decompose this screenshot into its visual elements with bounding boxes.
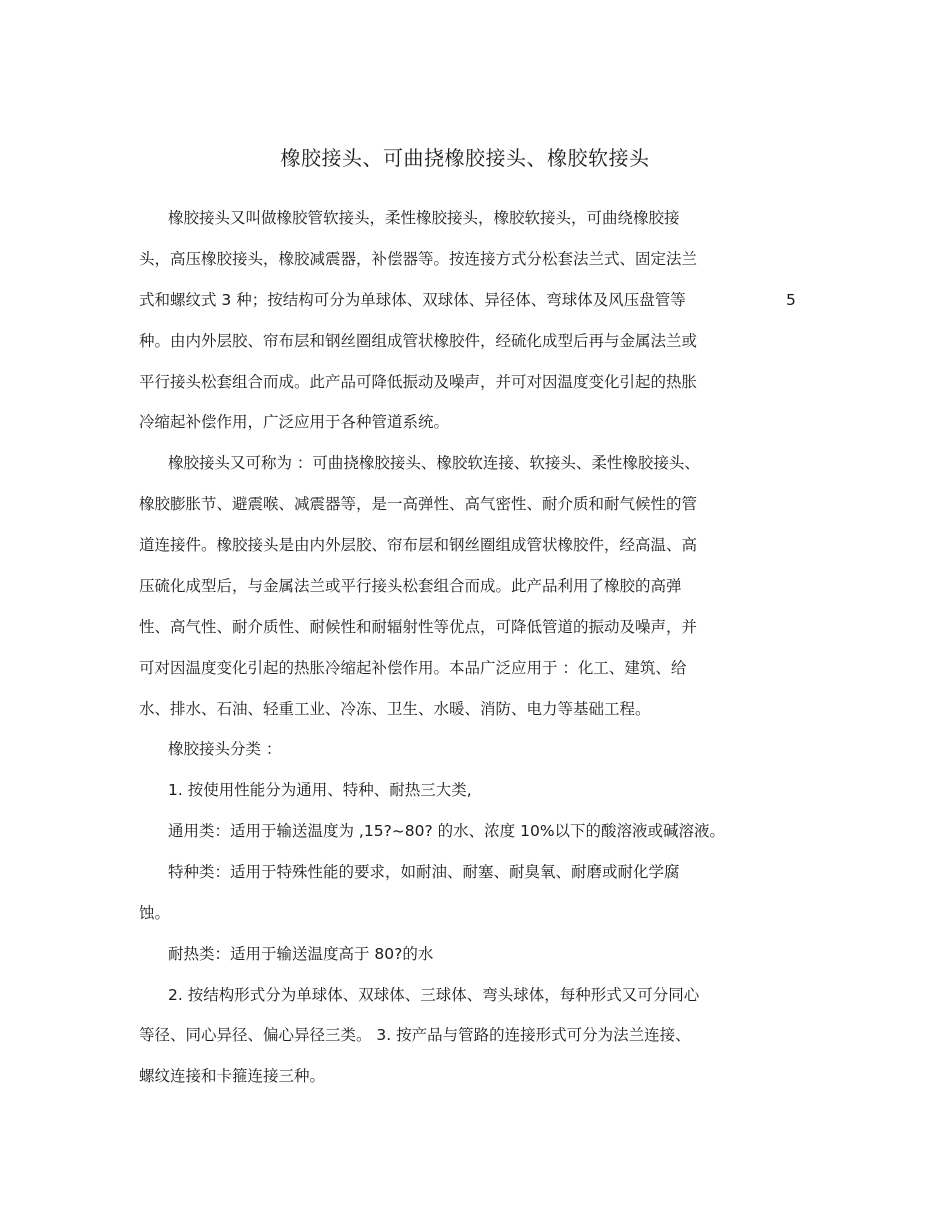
paragraph-2-line-1: 橡胶接头又可称为 ：可曲挠橡胶接头、橡胶软连接、软接头、柔性橡胶接头、 bbox=[168, 454, 700, 472]
heat-resistant-type-text: 耐热类：适用于输送温度高于 80?的水 bbox=[168, 945, 434, 963]
classification-item-2-line-2: 等径、同心异径、偏心异径三类。 3. 按产品与管路的连接形式可分为法兰连接、 bbox=[139, 1026, 691, 1044]
margin-number: 5 bbox=[786, 291, 796, 309]
paragraph-2-line-4: 压硫化成型后，与金属法兰或平行接头松套组合而成。此产品利用了橡胶的高弹 bbox=[139, 577, 682, 595]
special-type-line-1: 特种类：适用于特殊性能的要求，如耐油、耐塞、耐臭氧、耐磨或耐化学腐 bbox=[168, 863, 680, 881]
paragraph-1-line-1: 橡胶接头又叫做橡胶管软接头，柔性橡胶接头，橡胶软接头，可曲绕橡胶接 bbox=[168, 209, 680, 227]
classification-item-2-line-1: 2. 按结构形式分为单球体、双球体、三球体、弯头球体，每种形式又可分同心 bbox=[168, 986, 700, 1004]
special-type-line-2: 蚀。 bbox=[139, 904, 171, 922]
classification-item-3-line: 螺纹连接和卡箍连接三种。 bbox=[139, 1067, 326, 1085]
paragraph-2-line-2: 橡胶膨胀节、避震喉、减震器等，是一高弹性、高气密性、耐介质和耐气候性的管 bbox=[139, 495, 698, 513]
paragraph-2-line-5: 性、高气性、耐介质性、耐候性和耐辐射性等优点，可降低管道的振动及噪声，并 bbox=[139, 618, 698, 636]
paragraph-1-line-5: 平行接头松套组合而成。此产品可降低振动及噪声，并可对因温度变化引起的热胀 bbox=[139, 373, 698, 391]
paragraph-2-line-3: 道连接件。橡胶接头是由内外层胶、帘布层和钢丝圈组成管状橡胶件，经高温、高 bbox=[139, 536, 698, 554]
paragraph-2-line-6: 可对因温度变化引起的热胀冷缩起补偿作用。本品广泛应用于 ：化工、建筑、给 bbox=[139, 659, 687, 677]
paragraph-1-line-3: 式和螺纹式 3 种；按结构可分为单球体、双球体、异径体、弯球体及风压盘管等 bbox=[139, 291, 686, 309]
paragraph-1-line-4: 种。由内外层胶、帘布层和钢丝圈组成管状橡胶件，经硫化成型后再与金属法兰或 bbox=[139, 332, 698, 350]
paragraph-1-line-6: 冷缩起补偿作用，广泛应用于各种管道系统。 bbox=[139, 413, 450, 431]
paragraph-2-line-7: 水、排水、石油、轻重工业、冷冻、卫生、水暖、消防、电力等基础工程。 bbox=[139, 700, 651, 718]
general-type-text: 通用类：适用于输送温度为 ,15?~80? 的水、浓度 10%以下的酸溶液或碱溶液。 bbox=[168, 822, 726, 840]
paragraph-1-line-2: 头，高压橡胶接头，橡胶减震器，补偿器等。按连接方式分松套法兰式、固定法兰 bbox=[139, 250, 698, 268]
classification-item-1: 1. 按使用性能分为通用、特种、耐热三大类, bbox=[168, 781, 472, 799]
document-title: 橡胶接头、可曲挠橡胶接头、橡胶软接头 bbox=[280, 146, 650, 170]
classification-heading: 橡胶接头分类 ： bbox=[168, 740, 282, 758]
